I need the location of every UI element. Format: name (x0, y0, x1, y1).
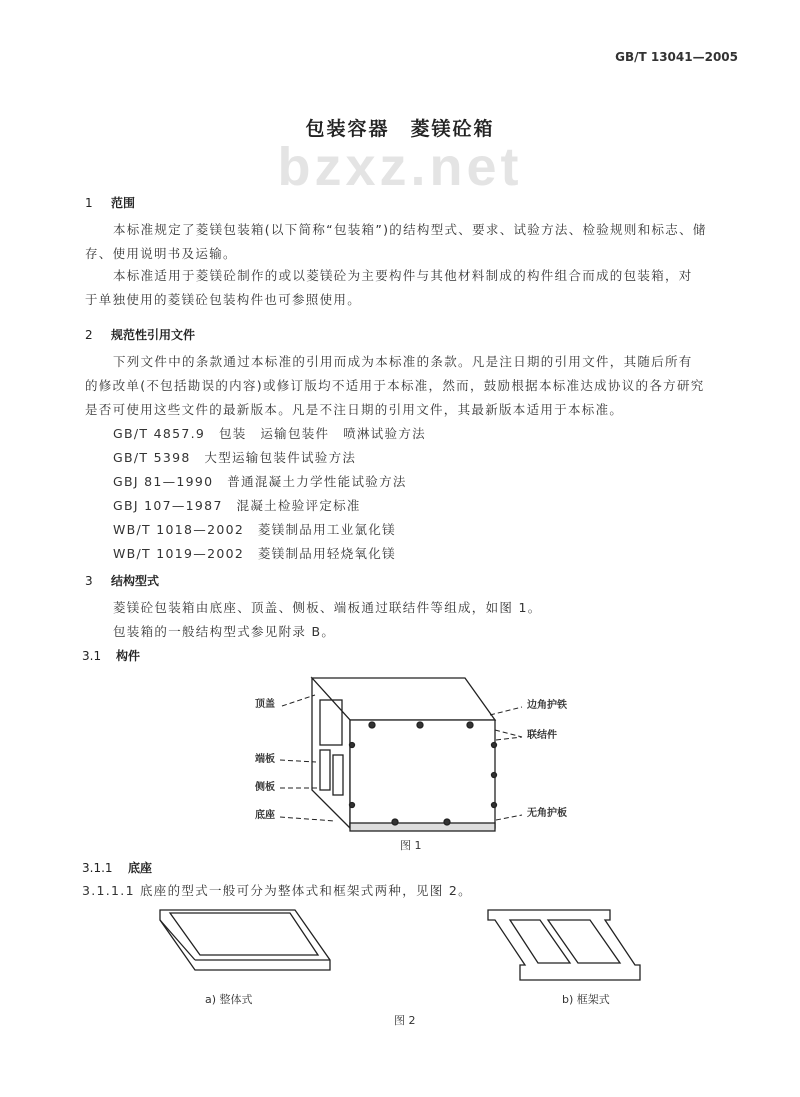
section-2-heading: 2 规范性引用文件 (85, 328, 196, 342)
figure-2-caption: 图 2 (394, 1014, 416, 1027)
label-end-panel: 端板 (255, 754, 275, 765)
label-corner-guard: 无角护板 (527, 808, 567, 819)
section-3-1-1-heading: 3.1.1 底座 (82, 861, 153, 875)
reference-item: GB/T 5398 大型运输包装件试验方法 (113, 450, 357, 465)
figure-2b-frame-base (480, 905, 680, 985)
label-base: 底座 (255, 810, 275, 821)
reference-item: WB/T 1019—2002 菱镁制品用轻烧氧化镁 (113, 546, 396, 561)
watermark: bzxz.net (277, 137, 523, 197)
section-3-1-heading: 3.1 构件 (82, 649, 141, 663)
reference-item: WB/T 1018—2002 菱镁制品用工业氯化镁 (113, 522, 396, 537)
paragraph-line: 的修改单(不包括勘误的内容)或修订版均不适用于本标准，然而，鼓励根据本标准达成协议的各方研究 (85, 378, 705, 393)
reference-item: GBJ 107—1987 混凝土检验评定标准 (113, 498, 361, 513)
figure-1-caption: 图 1 (400, 839, 422, 852)
figure-2b-caption: b) 框架式 (562, 993, 610, 1006)
reference-item: GB/T 4857.9 包装 运输包装件 喷淋试验方法 (113, 426, 426, 441)
label-top-cover: 顶盖 (255, 699, 275, 710)
paragraph-line: 是否可使用这些文件的最新版本。凡是不注日期的引用文件，其最新版本适用于本标准。 (85, 402, 624, 417)
paragraph-line: 包装箱的一般结构型式参见附录 B。 (113, 624, 336, 639)
paragraph-line: 本标准适用于菱镁砼制作的或以菱镁砼为主要构件与其他材料制成的构件组合而成的包装箱，对 (113, 268, 693, 283)
section-3-heading: 3 结构型式 (85, 574, 160, 588)
label-edge-guard: 边角护铁 (527, 700, 567, 711)
paragraph-line: 本标准规定了菱镁包装箱(以下简称“包装箱”)的结构型式、要求、试验方法、检验规则和标志、储 (113, 222, 707, 237)
figure-2a-caption: a) 整体式 (205, 993, 253, 1006)
reference-item: GBJ 81—1990 普通混凝土力学性能试验方法 (113, 474, 407, 489)
paragraph-line: 于单独使用的菱镁砼包装构件也可参照使用。 (85, 292, 362, 307)
standard-number: GB/T 13041—2005 (615, 50, 738, 64)
page-title: 包装容器 菱镁砼箱 (305, 118, 495, 140)
section-1-heading: 1 范围 (85, 196, 136, 210)
paragraph-line: 存、使用说明书及运输。 (85, 246, 237, 261)
label-connector: 联结件 (527, 730, 557, 741)
figure-2a-solid-base (150, 905, 350, 985)
section-3-1-1-1: 3.1.1.1 底座的型式一般可分为整体式和框架式两种，见图 2。 (82, 883, 472, 898)
label-side-panel: 侧板 (255, 782, 275, 793)
paragraph-line: 菱镁砼包装箱由底座、顶盖、侧板、端板通过联结件等组成，如图 1。 (113, 600, 542, 615)
paragraph-line: 下列文件中的条款通过本标准的引用而成为本标准的条款。凡是注日期的引用文件，其随后所有 (113, 354, 693, 369)
